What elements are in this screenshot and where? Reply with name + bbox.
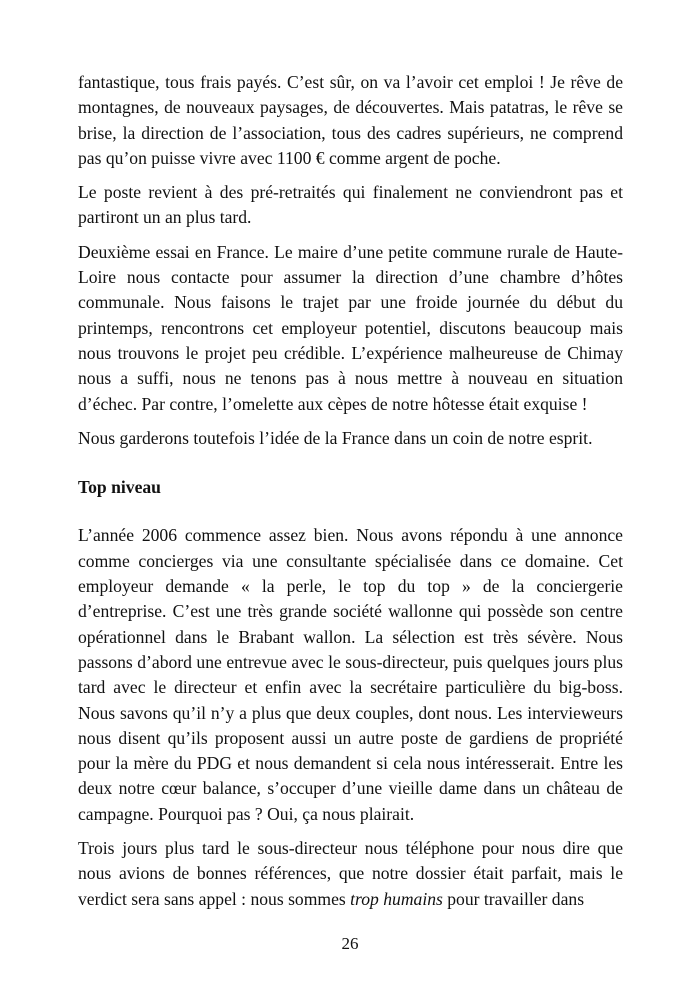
section-heading: Top niveau: [78, 477, 161, 498]
paragraph: L’année 2006 commence assez bien. Nous avons répondu à une annonce comme concierges via une consultante spécialisée dans ce domaine. Cet employeur demande « la perle, le top du top » de la conciergerie d’entreprise. C’est une très grande société wallonne qui possède son centre opérationnel dans le Brabant wallon. La sélection est très sévère. Nous passons d’abord une entrevue avec le sous-directeur, puis quelques jours plus tard avec le directeur et enfin avec la secrétaire particulière du big-boss. Nous savons qu’il n’y a plus que deux couples, dont nous. Les intervieweurs nous disent qu’ils proposent aussi un autre poste de gardiens de propriété pour la mère du PDG et nous demandent si cela nous intéresserait. Entre les deux notre cœur balance, s’occuper d’une vieille dame dans un château de campagne. Pourquoi pas ? Oui, ça nous plairait.: [78, 525, 623, 824]
paragraph: fantastique, tous frais payés. C’est sûr, on va l’avoir cet emploi ! Je rêve de montagnes, de nouveaux paysages, de découvertes. Mais patatras, le rêve se brise, la direction de l’association, tous des cadres supérieurs, ne comprend pas qu’on puisse vivre avec 1100 € comme argent de poche.: [78, 72, 623, 168]
paragraph: Deuxième essai en France. Le maire d’une petite commune rurale de Haute-Loire nous contacte pour assumer la direction d’une chambre d’hôtes communale. Nous faisons le trajet par une froide journée du début du printemps, rencontrons cet employeur potentiel, discutons beaucoup mais nous trouvons le projet peu crédible. L’expérience malheureuse de Chimay nous a suffi, nous ne tenons pas à nous mettre à nouveau en situation d’échec. Par contre, l’omelette aux cèpes de notre hôtesse était exquise !: [78, 241, 623, 414]
text-run: pour travailler dans: [442, 888, 585, 909]
paragraph: Nous garderons toutefois l’idée de la France dans un coin de notre esprit.: [78, 427, 593, 448]
page-number: 26: [341, 934, 359, 953]
book-page-text: [78, 70, 623, 921]
italic-emphasis: trop humains: [350, 888, 443, 909]
text-run: Trois jours plus tard le sous-directeur nous téléphone pour nous dire que nous avions de bonnes références, que notre dossier était parfait, mais le verdict sera sans appel : nous sommes: [78, 838, 623, 909]
paragraph: Le poste revient à des pré-retraités qui finalement ne conviendront pas et partiront un an plus tard.: [78, 182, 623, 228]
paragraph-last: [78, 836, 623, 912]
